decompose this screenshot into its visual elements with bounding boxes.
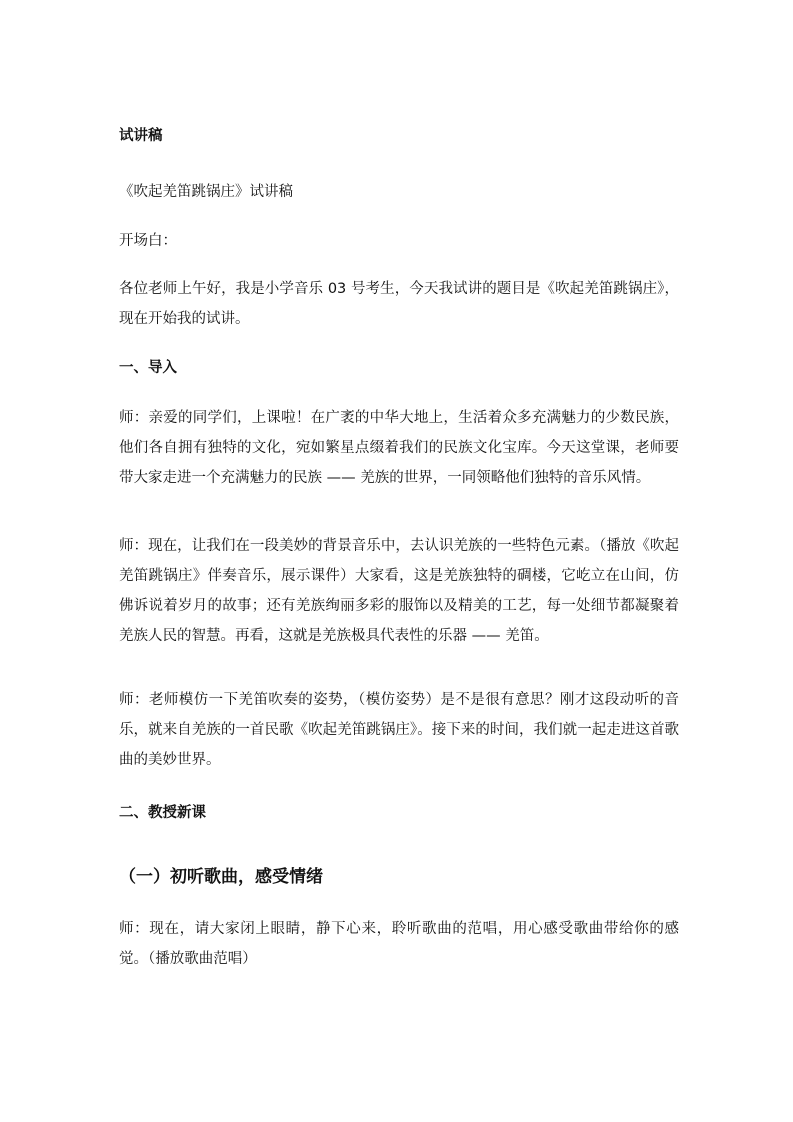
section-heading-intro: 一、导入 [119, 360, 177, 376]
lesson-paragraph-1: 师：现在，请大家闭上眼睛，静下心来，聆听歌曲的范唱，用心感受歌曲带给你的感觉。（播放歌曲范唱） [119, 921, 679, 967]
intro-paragraph-3: 师：老师模仿一下羌笛吹奏的姿势，（模仿姿势）是不是很有意思？刚才这段动听的音乐，就来自羌族的一首民歌《吹起羌笛跳锅庄》。接下来的时间，我们就一起走进这首歌曲的美妙世界。 [119, 692, 679, 768]
subsection-heading: （一）初听歌曲，感受情绪 [119, 867, 323, 887]
document-title: 《吹起羌笛跳锅庄》试讲稿 [119, 184, 293, 200]
intro-paragraph-2: 师：现在，让我们在一段美妙的背景音乐中，去认识羌族的一些特色元素。（播放《吹起羌笛跳锅庄》伴奏音乐，展示课件）大家看，这是羌族独特的碉楼，它屹立在山间，仿佛诉说着岁月的故事；还有羌族绚丽多彩的服饰以及精美的工艺，每一处细节都凝聚着羌族人民的智慧。再看，这就是羌族极具代表性的乐器 —— 羌笛。 [119, 538, 679, 644]
opening-label: 开场白： [119, 233, 177, 249]
section-heading-new-lesson: 二、教授新课 [119, 805, 206, 821]
opening-paragraph: 各位老师上午好，我是小学音乐 03 号考生，今天我试讲的题目是《吹起羌笛跳锅庄》，现在开始我的试讲。 [119, 281, 679, 327]
intro-paragraph-1: 师：亲爱的同学们，上课啦！在广袤的中华大地上，生活着众多充满魅力的少数民族，他们各自拥有独特的文化，宛如繁星点缀着我们的民族文化宝库。今天这堂课，老师要带大家走进一个充满魅力的民族 —— 羌族的世界，一同领略他们独特的音乐风情。 [119, 410, 679, 486]
document-label: 试讲稿 [119, 128, 163, 144]
